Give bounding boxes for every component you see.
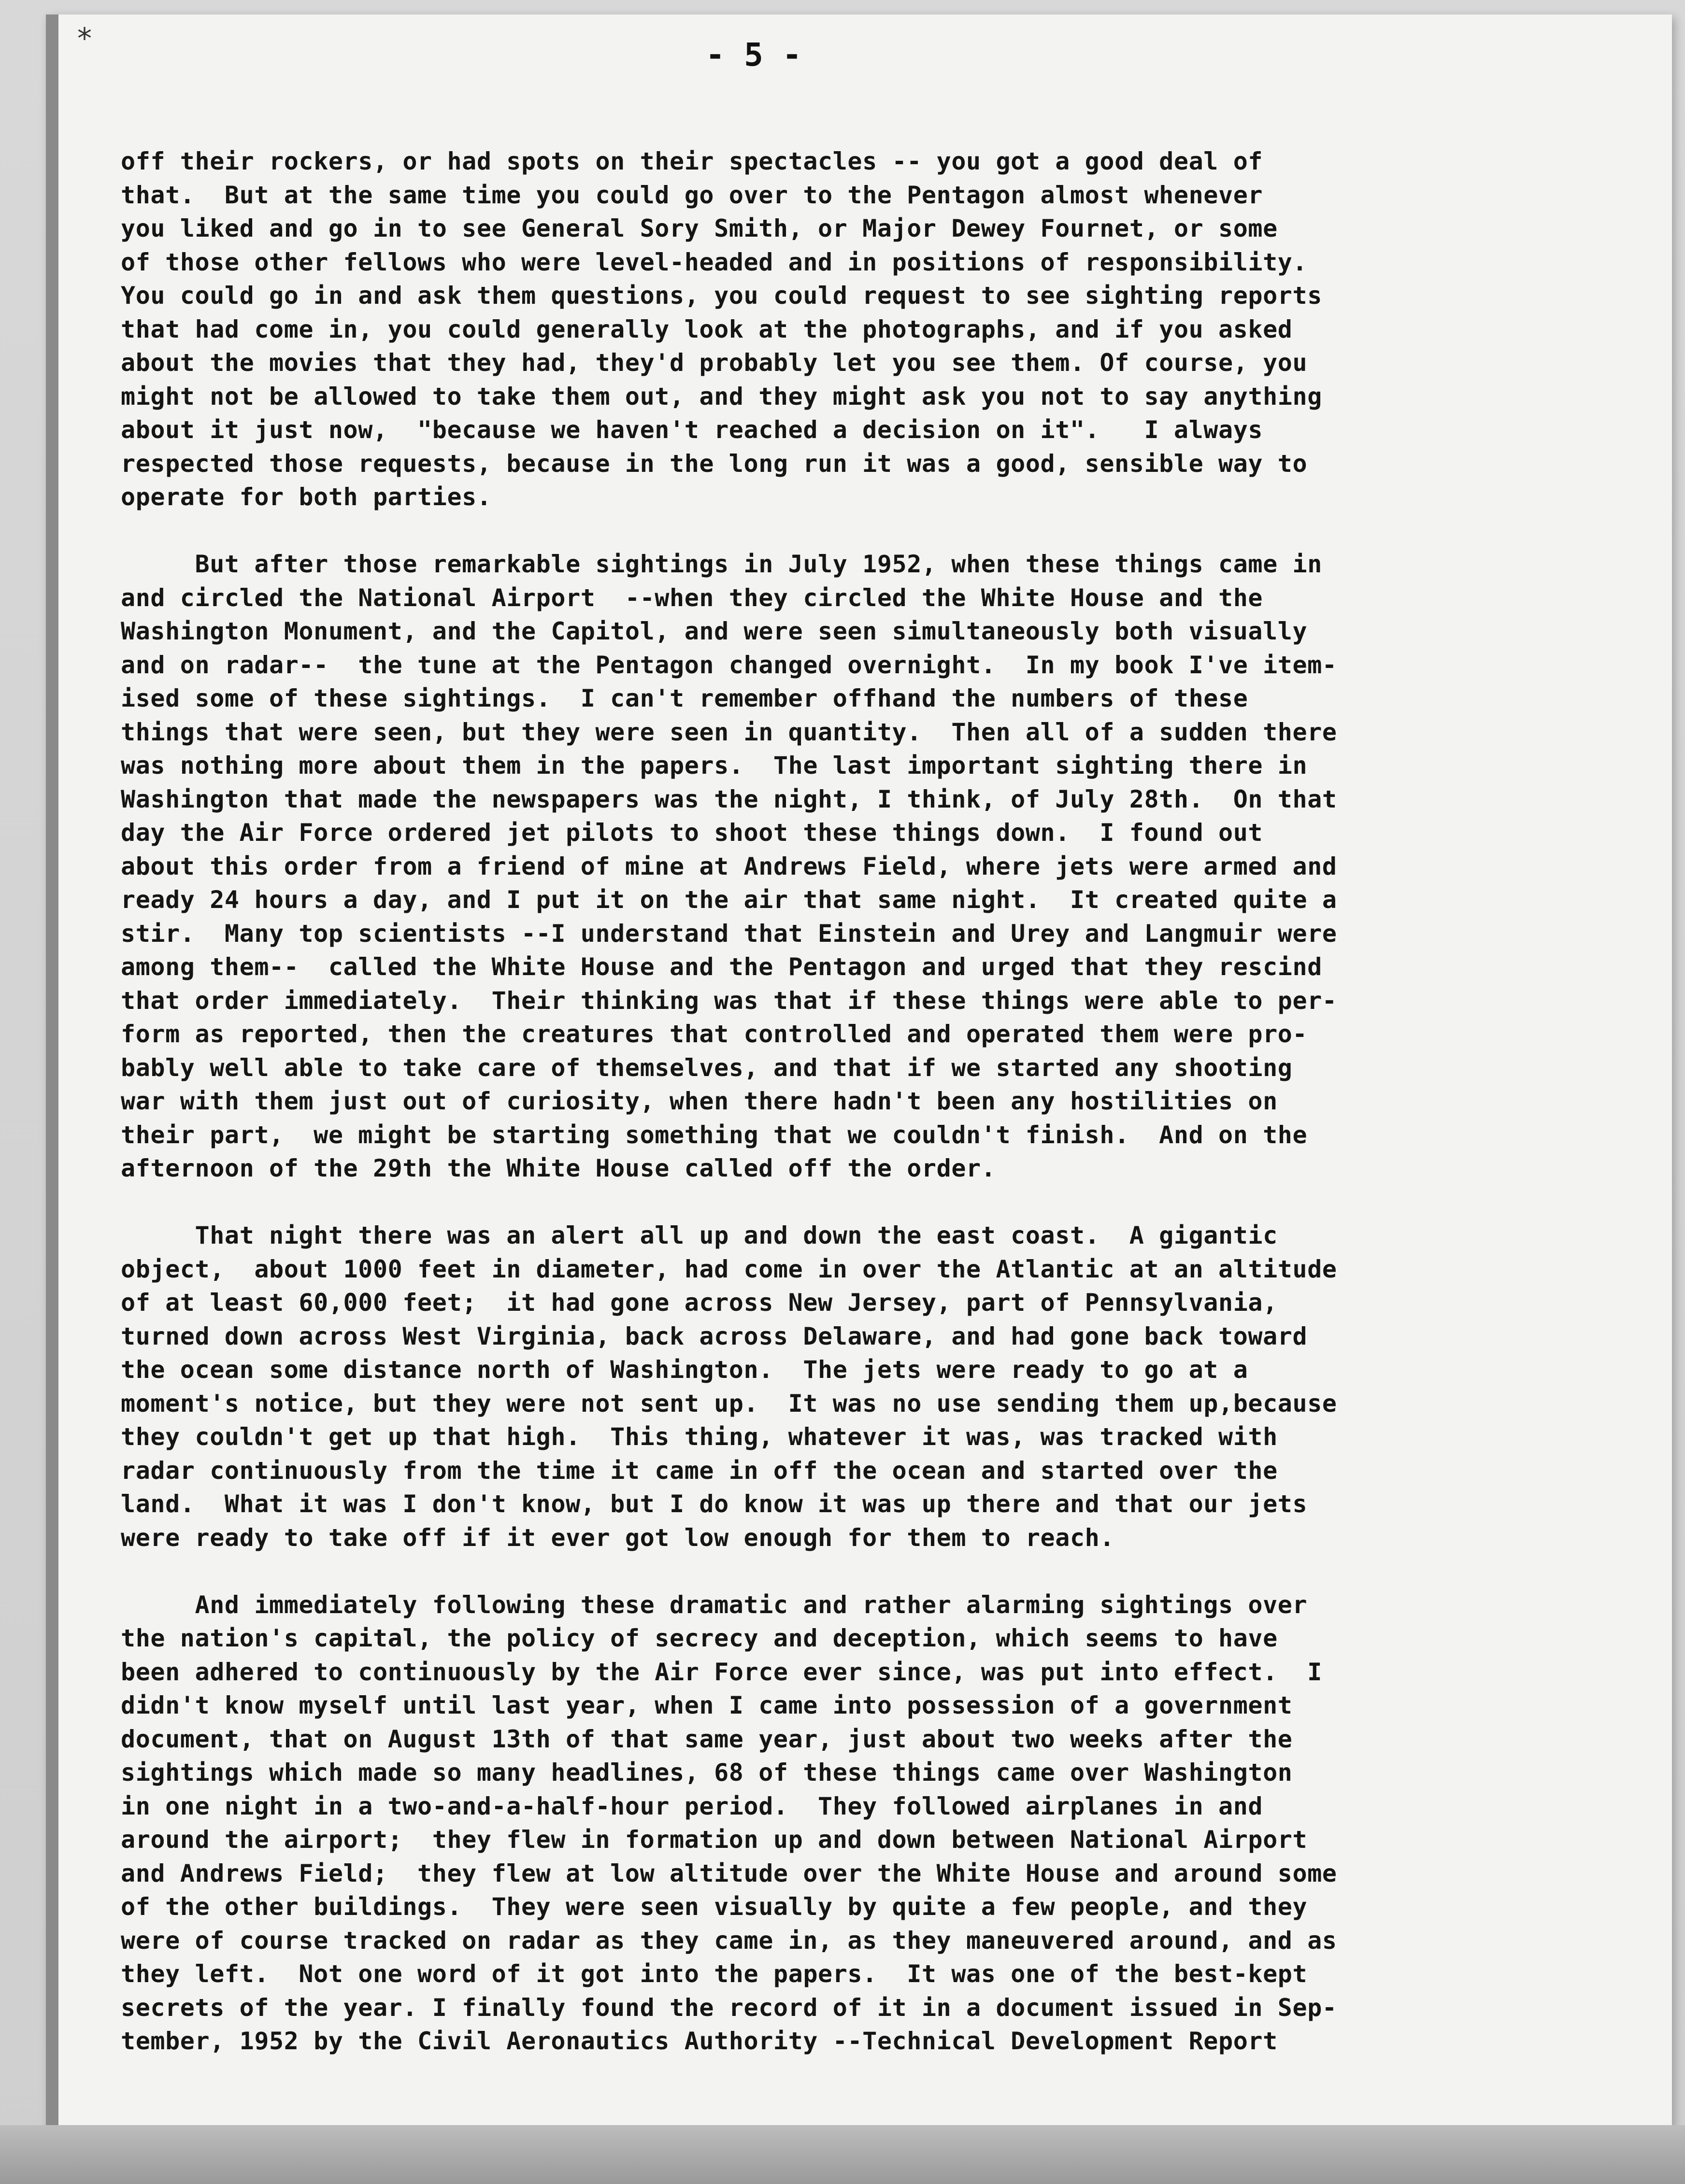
- scan-bottom-edge: [0, 2125, 1685, 2184]
- text-line: among them-- called the White House and the Pentagon and urged that they rescind: [121, 953, 1322, 981]
- page-number: - 5 -: [705, 36, 802, 73]
- corner-mark: *: [77, 22, 92, 56]
- text-line: object, about 1000 feet in diameter, had come in over the Atlantic at an altitude: [121, 1255, 1337, 1283]
- text-line: and on radar-- the tune at the Pentagon changed overnight. In my book I've item-: [121, 651, 1337, 679]
- text-line: ready 24 hours a day, and I put it on the air that same night. It created quite a: [121, 886, 1337, 914]
- text-line: didn't know myself until last year, when I came into possession of a government: [121, 1691, 1293, 1719]
- text-line: turned down across West Virginia, back across Delaware, and had gone back toward: [121, 1322, 1308, 1350]
- text-line: the ocean some distance north of Washington. The jets were ready to go at a: [121, 1356, 1248, 1384]
- paragraph: [121, 1588, 1570, 2058]
- text-line: they left. Not one word of it got into the papers. It was one of the best-kept: [121, 1960, 1308, 1988]
- text-line: secrets of the year. I finally found the record of it in a document issued in Sep-: [121, 1993, 1337, 2022]
- text-line: and circled the National Airport --when they circled the White House and the: [121, 583, 1263, 612]
- text-line: But after those remarkable sightings in July 1952, when these things came in: [121, 550, 1322, 578]
- text-line: ised some of these sightings. I can't remember offhand the numbers of these: [121, 684, 1248, 712]
- text-line: about it just now, "because we haven't reached a decision on it". I always: [121, 416, 1263, 444]
- text-line: respected those requests, because in the long run it was a good, sensible way to: [121, 449, 1308, 478]
- text-line: were of course tracked on radar as they came in, as they maneuvered around, and as: [121, 1926, 1337, 1955]
- text-line: Washington Monument, and the Capitol, and were seen simultaneously both visually: [121, 617, 1308, 645]
- text-line: tember, 1952 by the Civil Aeronautics Authority --Technical Development Report: [121, 2027, 1278, 2055]
- text-line: was nothing more about them in the papers. The last important sighting there in: [121, 752, 1308, 780]
- text-line: radar continuously from the time it came in off the ocean and started over the: [121, 1456, 1278, 1485]
- text-line: things that were seen, but they were seen in quantity. Then all of a sudden there: [121, 718, 1337, 746]
- text-line: document, that on August 13th of that same year, just about two weeks after the: [121, 1725, 1293, 1753]
- text-line: that order immediately. Their thinking was that if these things were able to per-: [121, 986, 1337, 1015]
- text-line: sightings which made so many headlines, 68 of these things came over Washington: [121, 1759, 1293, 1787]
- text-line: might not be allowed to take them out, and they might ask you not to say anything: [121, 382, 1322, 411]
- text-line: that. But at the same time you could go over to the Pentagon almost whenever: [121, 181, 1263, 209]
- text-line: around the airport; they flew in formation up and down between National Airport: [121, 1826, 1308, 1854]
- text-line: you liked and go in to see General Sory Smith, or Major Dewey Fournet, or some: [121, 214, 1278, 242]
- paragraph: [121, 548, 1570, 1186]
- text-line: afternoon of the 29th the White House called off the order.: [121, 1154, 996, 1182]
- text-line: about the movies that they had, they'd probably let you see them. Of course, you: [121, 349, 1308, 377]
- text-line: been adhered to continuously by the Air Force ever since, was put into effect. I: [121, 1658, 1322, 1686]
- text-line: that had come in, you could generally look at the photographs, and if you asked: [121, 315, 1293, 343]
- text-line: were ready to take off if it ever got low enough for them to reach.: [121, 1523, 1115, 1552]
- text-line: about this order from a friend of mine at Andrews Field, where jets were armed and: [121, 852, 1337, 880]
- text-line: of at least 60,000 feet; it had gone across New Jersey, part of Pennsylvania,: [121, 1289, 1278, 1317]
- text-line: stir. Many top scientists --I understand that Einstein and Urey and Langmuir were: [121, 919, 1337, 948]
- text-line: That night there was an alert all up and down the east coast. A gigantic: [121, 1221, 1278, 1249]
- text-line: off their rockers, or had spots on their spectacles -- you got a good deal of: [121, 147, 1263, 175]
- text-line: of the other buildings. They were seen visually by quite a few people, and they: [121, 1893, 1308, 1921]
- text-line: day the Air Force ordered jet pilots to shoot these things down. I found out: [121, 819, 1263, 847]
- text-line: the nation's capital, the policy of secrecy and deception, which seems to have: [121, 1624, 1278, 1652]
- text-line: and Andrews Field; they flew at low altitude over the White House and around some: [121, 1859, 1337, 1887]
- paragraph: [121, 145, 1570, 514]
- document-body: [121, 145, 1570, 2092]
- text-line: You could go in and ask them questions, you could request to see sighting reports: [121, 282, 1322, 310]
- text-line: land. What it was I don't know, but I do know it was up there and that our jets: [121, 1490, 1308, 1518]
- text-line: moment's notice, but they were not sent up. It was no use sending them up,because: [121, 1389, 1337, 1418]
- text-line: Washington that made the newspapers was the night, I think, of July 28th. On that: [121, 785, 1337, 813]
- text-line: of those other fellows who were level-headed and in positions of responsibility.: [121, 248, 1308, 276]
- text-line: form as reported, then the creatures that controlled and operated them were pro-: [121, 1020, 1308, 1048]
- text-line: And immediately following these dramatic and rather alarming sightings over: [121, 1590, 1308, 1619]
- text-line: their part, we might be starting something that we couldn't finish. And on the: [121, 1120, 1308, 1149]
- text-line: operate for both parties.: [121, 483, 492, 511]
- text-line: war with them just out of curiosity, when there hadn't been any hostilities on: [121, 1087, 1278, 1115]
- text-line: in one night in a two-and-a-half-hour period. They followed airplanes in and: [121, 1792, 1263, 1820]
- text-line: they couldn't get up that high. This thing, whatever it was, was tracked with: [121, 1423, 1278, 1451]
- text-line: bably well able to take care of themselves, and that if we started any shooting: [121, 1053, 1293, 1082]
- paragraph: [121, 1219, 1570, 1555]
